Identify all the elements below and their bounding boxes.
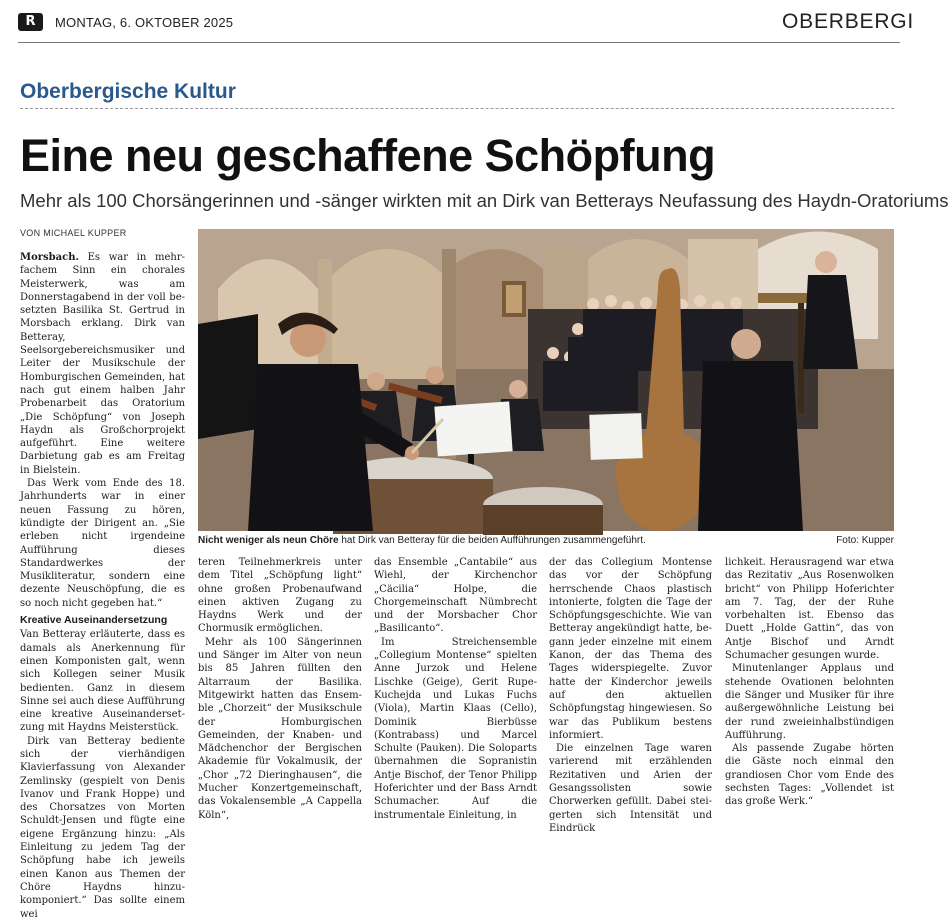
article-headline: Eine neu geschaffene Schöpfung	[20, 130, 716, 181]
section-name: OBERBERGI	[782, 10, 915, 33]
text-column-3	[374, 556, 537, 822]
text-column-4	[549, 556, 712, 835]
photo-caption	[198, 535, 894, 546]
article-byline: VON MICHAEL KUPPER	[20, 228, 127, 238]
article-subheadline: Mehr als 100 Chorsängerinnen und -sänger wirkten mit an Dirk van Betterays Neufassung des Haydn-Oratoriums	[20, 190, 949, 211]
paragraph: der das Collegium Montense das vor der Schöpfung herrschende Chaos plastisch intonierte, folgten die Tage der Schöpfungsgeschichte. Wie van Betteray angekündigt hatte, begann jeder einzelne mit einem Kanon, der das Thema des Tages widerspiegelte. Zuvor hatte der Kinderchor jeweils auf den aktuellen Schöpfungstag hingewiesen. So war das Publikum bestens informiert.	[549, 557, 712, 741]
rubric-divider	[20, 108, 894, 109]
text-column-2	[198, 556, 362, 822]
photo-credit: Foto: Kupper	[836, 535, 894, 546]
issue-date: MONTAG, 6. OKTOBER 2025	[55, 15, 234, 30]
paragraph	[20, 251, 185, 477]
masthead-divider	[18, 42, 900, 43]
paragraph: Im Streichensemble „Collegium Montense“ spielten Anne Jurzok und Helene Lischke (Geige), Gerit Rupe-Kuchejda und Lukas Fuchs (Viola), Martin Klaas (Cello), Dominik Bierbüsse (Kontrabass) und Marcel Schulte (Pauken). Die Soloparts übernahmen die Sopranistin Antje Bischof, der Tenor Philipp Hoferichter und der Bass Arndt Schumacher. Auf die instrumentale Einleitung, in	[374, 636, 537, 821]
caption-lead: Nicht weniger als neun Chöre	[198, 535, 339, 546]
paragraph: teren Teilnehmerkreis unter dem Titel „Schöpfung light“ ohne großen Probenaufwand einen aktiven Zugang zu Haydns Werk und der Chormusik ermöglichen.	[198, 557, 362, 635]
masthead	[18, 10, 915, 36]
paragraph: Minutenlanger Applaus und stehende Ovationen belohnten die Sänger und Musiker für ihre außergewöhnliche Leistung bei der rund zweieinhalbstündigen Aufführung.	[725, 663, 894, 741]
text-column-5	[725, 556, 894, 809]
paragraph: Die einzelnen Tage waren varierend mit erzählenden Rezitativen und Arien der Gesangssolisten sowie Chorwerken gefüllt. Dabei steigerten sich Intensität und Eindrück	[549, 743, 712, 834]
paragraph: Als passende Zugabe hörten die Gäste noch einmal den grandiosen Chor vom Ende des sechsten Tages: „Vollendet ist das große Werk.“	[725, 743, 894, 808]
paragraph-text: Es war in mehrfachem Sinn ein chorales Meisterwerk, was am Donnerstagabend in der voll besetzten Basilika St. Gertrud in Morsbach erklang. Dirk van Betteray, Seelsorgebereichsmusiker und Leiter der Musikschule der Homburgischen Gemeinden, hat nach gut einem halben Jahr Probenarbeit das Oratorium „Die Schöpfung“ von Joseph Haydn als Großchorprojekt aufgeführt. Eine weitere Darbietung gab es am Freitag in Bielstein.	[20, 252, 185, 476]
text-column-1	[20, 251, 185, 921]
rubric-title: Oberbergische Kultur	[20, 80, 236, 103]
paragraph: lichkeit. Herausragend war etwa das Rezitativ „Aus Rosenwolken bricht“ von Philipp Hoferichter am 7. Tag, der der Ruhe vorbehalten ist. Ebenso das Duett „Holde Gattin“, das von Antje Bischof und Arndt Schumacher gesungen wurde.	[725, 557, 894, 662]
paragraph: Mehr als 100 Sängerinnen und Sänger im Alter von neun bis 85 Jahren füllten den Altarraum der Basilika. Mitgewirkt hatten das Ensemble „Chorzeit“ der Musikschule der Homburgischen Gemeinden, der Knaben- und Mädchenchor der Bergischen Akademie für Vokalmusik, der „Chor „72 Dieringhausen“, die Mucher Konzertgemeinschaft, das Vokalensemble „A Cappella Köln“,	[198, 636, 362, 821]
paragraph: Van Betteray erläuterte, dass es damals als Anerkennung für einen Komponisten galt, wenn sich Kollegen seiner Musik bedienten. Ganz in diesem Sinne sei auch diese Aufführung eine kreative Auseinandersetzung mit Haydns Meisterstück.	[20, 629, 185, 734]
crosshead: Kreative Auseinandersetzung	[20, 614, 168, 627]
paragraph: Dirk van Betteray bediente sich der vierhändigen Klavierfassung von Alexander Zemlinsky (gespielt von Denis Ivanov und Frank Hoppe) und des Chorsatzes von Morten Schuldt-Jensen und fügte eine eigene Ergänzung hinzu: „Als Einleitung zu jedem Tag der Schöpfung habe ich jeweils einen Kanon aus Themen der Chöre Haydns hinzukomponiert.“ Das sollte einem wei	[20, 735, 185, 920]
caption-text: hat Dirk van Betteray für die beiden Aufführungen zusammengeführt.	[338, 535, 646, 546]
paragraph: das Ensemble „Cantabile“ aus Wiehl, der Kirchenchor „Cäcilia“ Holpe, die Chorgemeinschaft Nümbrecht und der Morsbacher Chor „Basilicanto“.	[374, 557, 537, 635]
newspaper-logo-icon: R	[18, 13, 43, 31]
concert-photo	[198, 229, 894, 531]
dateline-place: Morsbach.	[20, 252, 79, 263]
paragraph: Das Werk vom Ende des 18. Jahrhunderts war in einer neuen Fassung zu hören, kündigte der Dirigent an. „Sie erleben nicht irgendeine Aufführung dieses Standardwerkes der Musikliteratur, sondern eine dezente Neuschöpfung, die es so noch nicht gegeben hat.“	[20, 478, 185, 609]
